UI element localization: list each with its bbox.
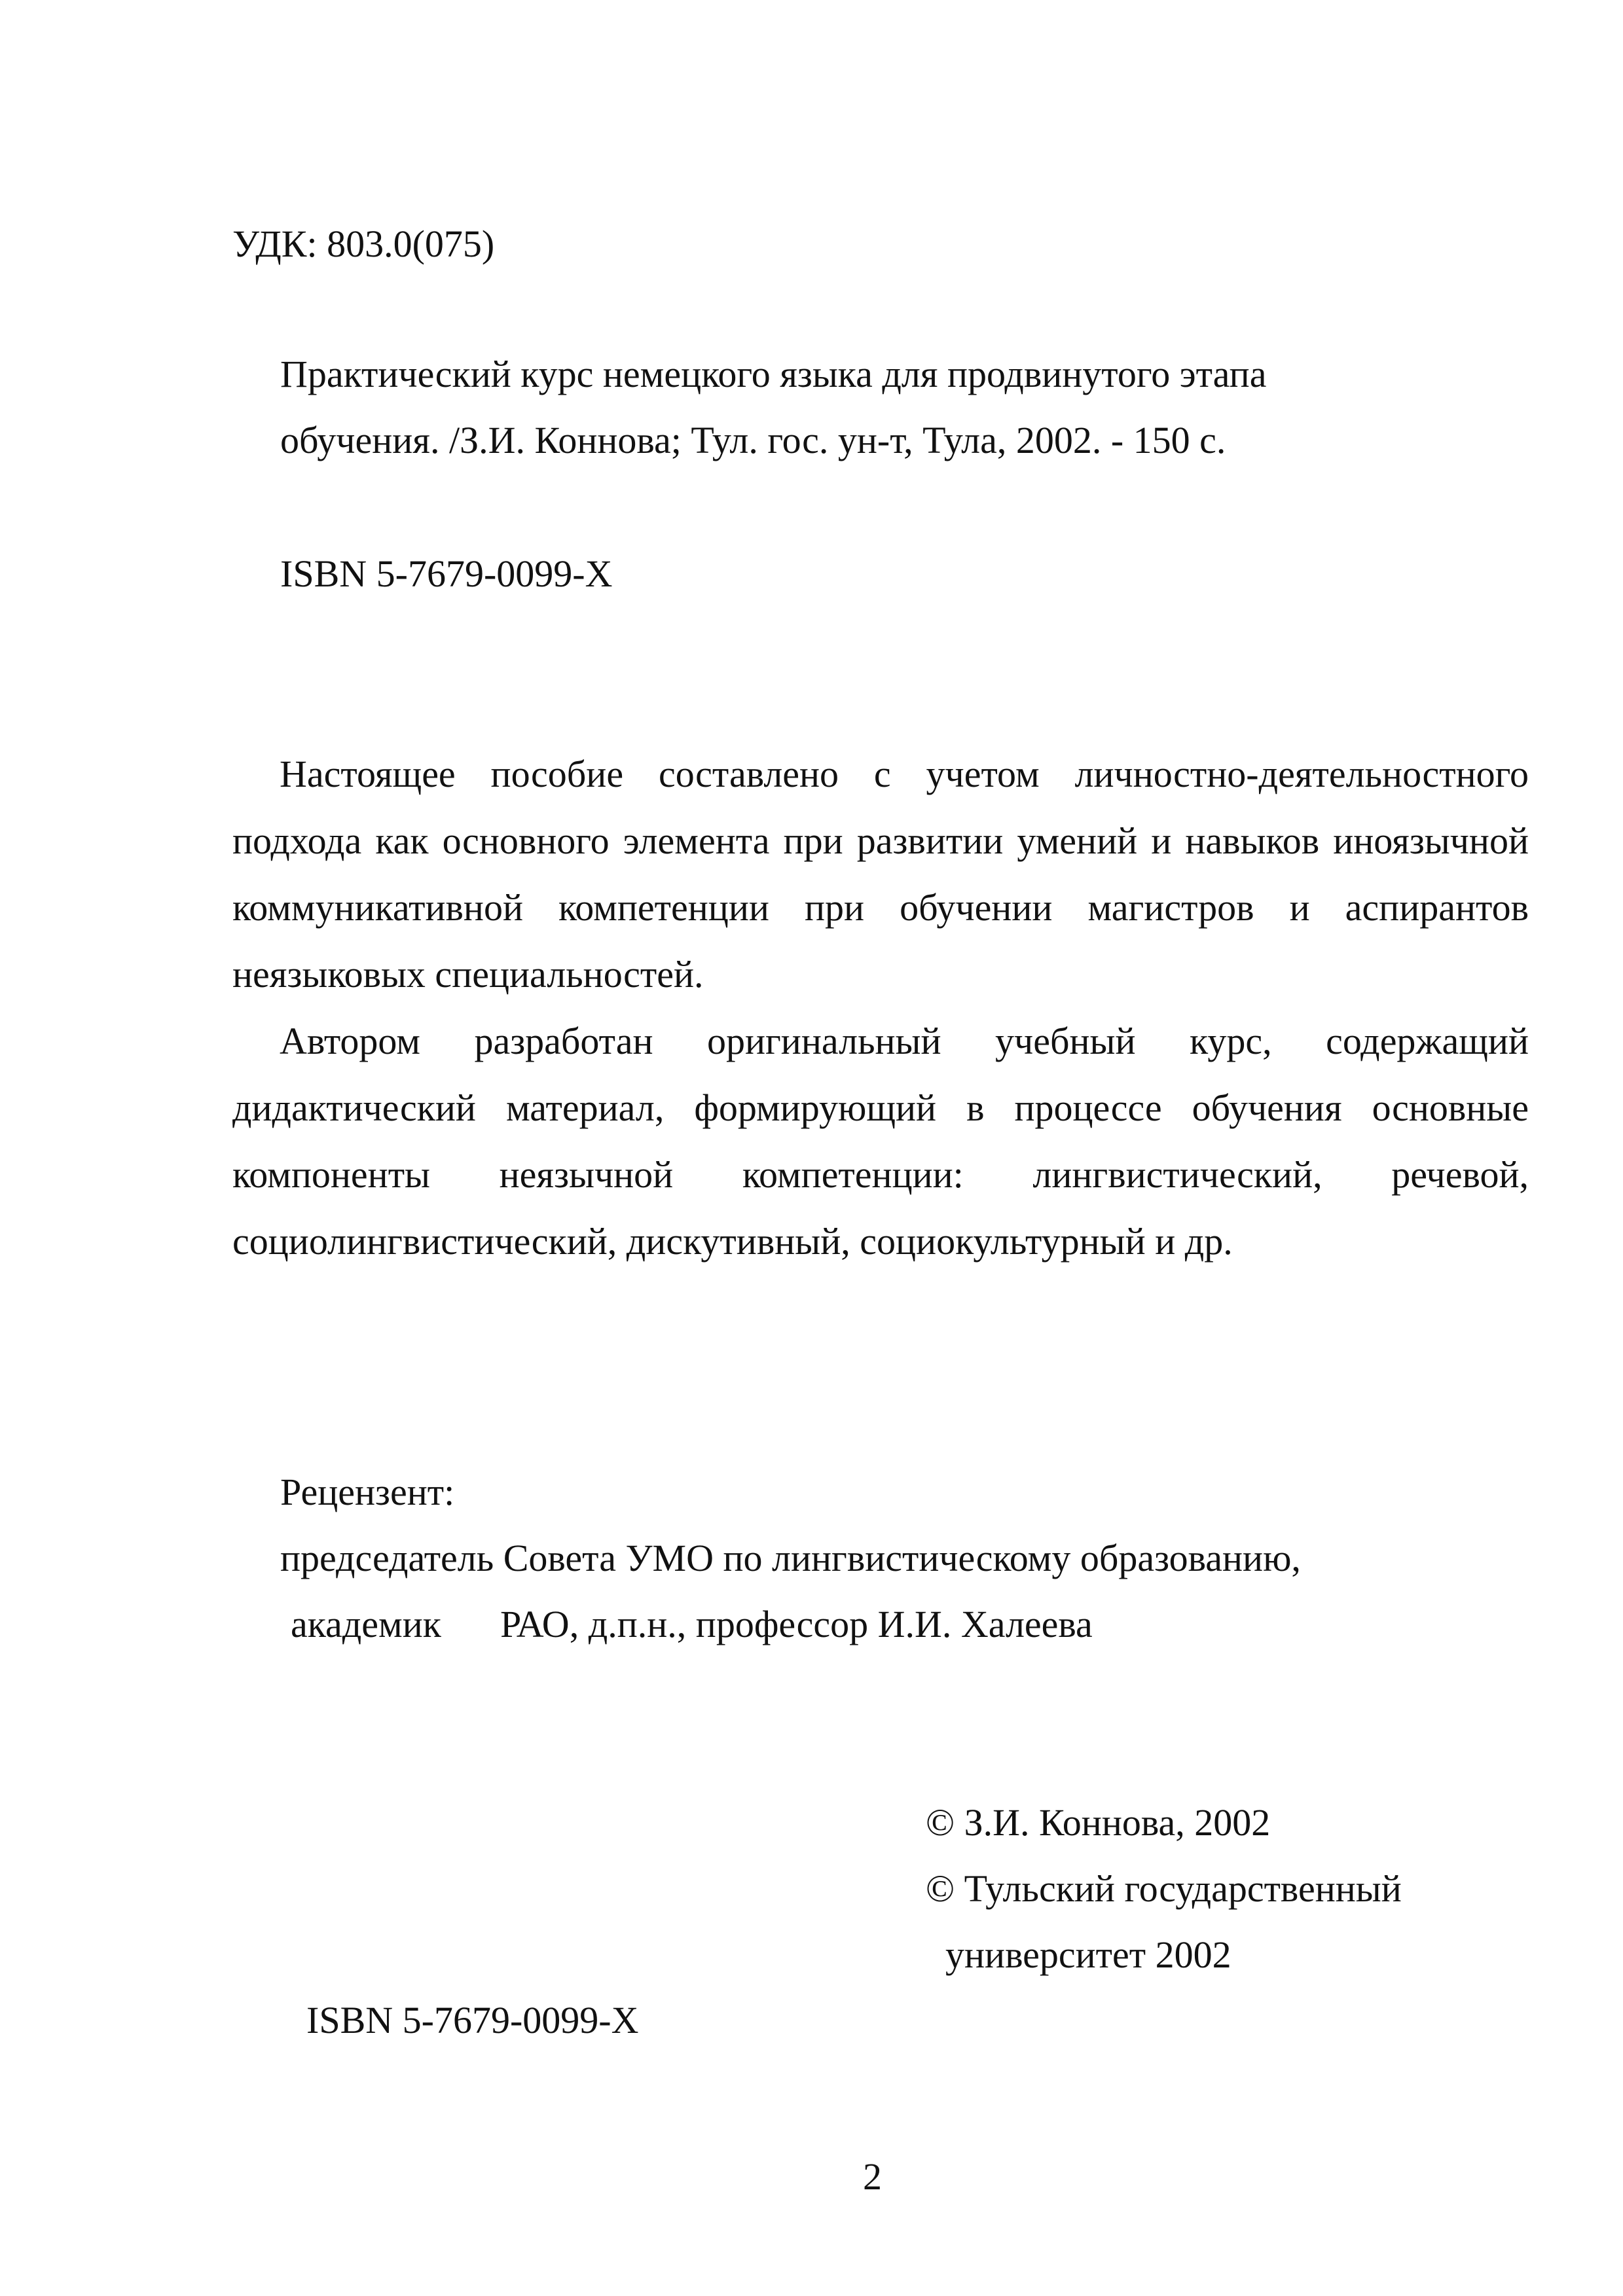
reviewer-position: председатель Совета УМО по лингвистическому образованию, — [280, 1537, 1301, 1579]
isbn-top: ISBN 5-7679-0099-Х — [280, 552, 613, 595]
bibliographic-line-2: обучения. /З.И. Коннова; Тул. гос. ун-т, Тула, 2002. - 150 с. — [280, 419, 1226, 461]
page-number: 2 — [863, 2155, 882, 2198]
isbn-bottom: ISBN 5-7679-0099-Х — [306, 1999, 639, 2041]
annotation-paragraph-2: Автором разработан оригинальный учебный курс, содержащий дидактический материал, формирующий в процессе обучения основные компоненты неязычной компетенции: лингвистический, речевой, социолингвистический, дискутивный, социокультурный и др. — [232, 1020, 1529, 1263]
copyright-author: © З.И. Коннова, 2002 — [926, 1801, 1271, 1844]
annotation-paragraph-1: Настоящее пособие составлено с учетом личностно-деятельностного подхода как основного элемента при развитии умений и навыков иноязычной коммуникативной компетенции при обучении магистров и аспирантов неязыковых специальностей. — [232, 753, 1529, 996]
bibliographic-line-1: Практический курс немецкого языка для продвинутого этапа — [280, 353, 1267, 395]
udk-code: УДК: 803.0(075) — [232, 223, 495, 265]
reviewer-heading: Рецензент: — [280, 1471, 455, 1513]
copyright-university: © Тульский государственный — [926, 1867, 1402, 1910]
reviewer-title-academic: академик — [291, 1603, 441, 1645]
copyright-university-year: университет 2002 — [945, 1933, 1231, 1976]
reviewer-title — [291, 1602, 1093, 1647]
reviewer-title-details: РАО, д.п.н., профессор И.И. Халеева — [500, 1603, 1093, 1645]
